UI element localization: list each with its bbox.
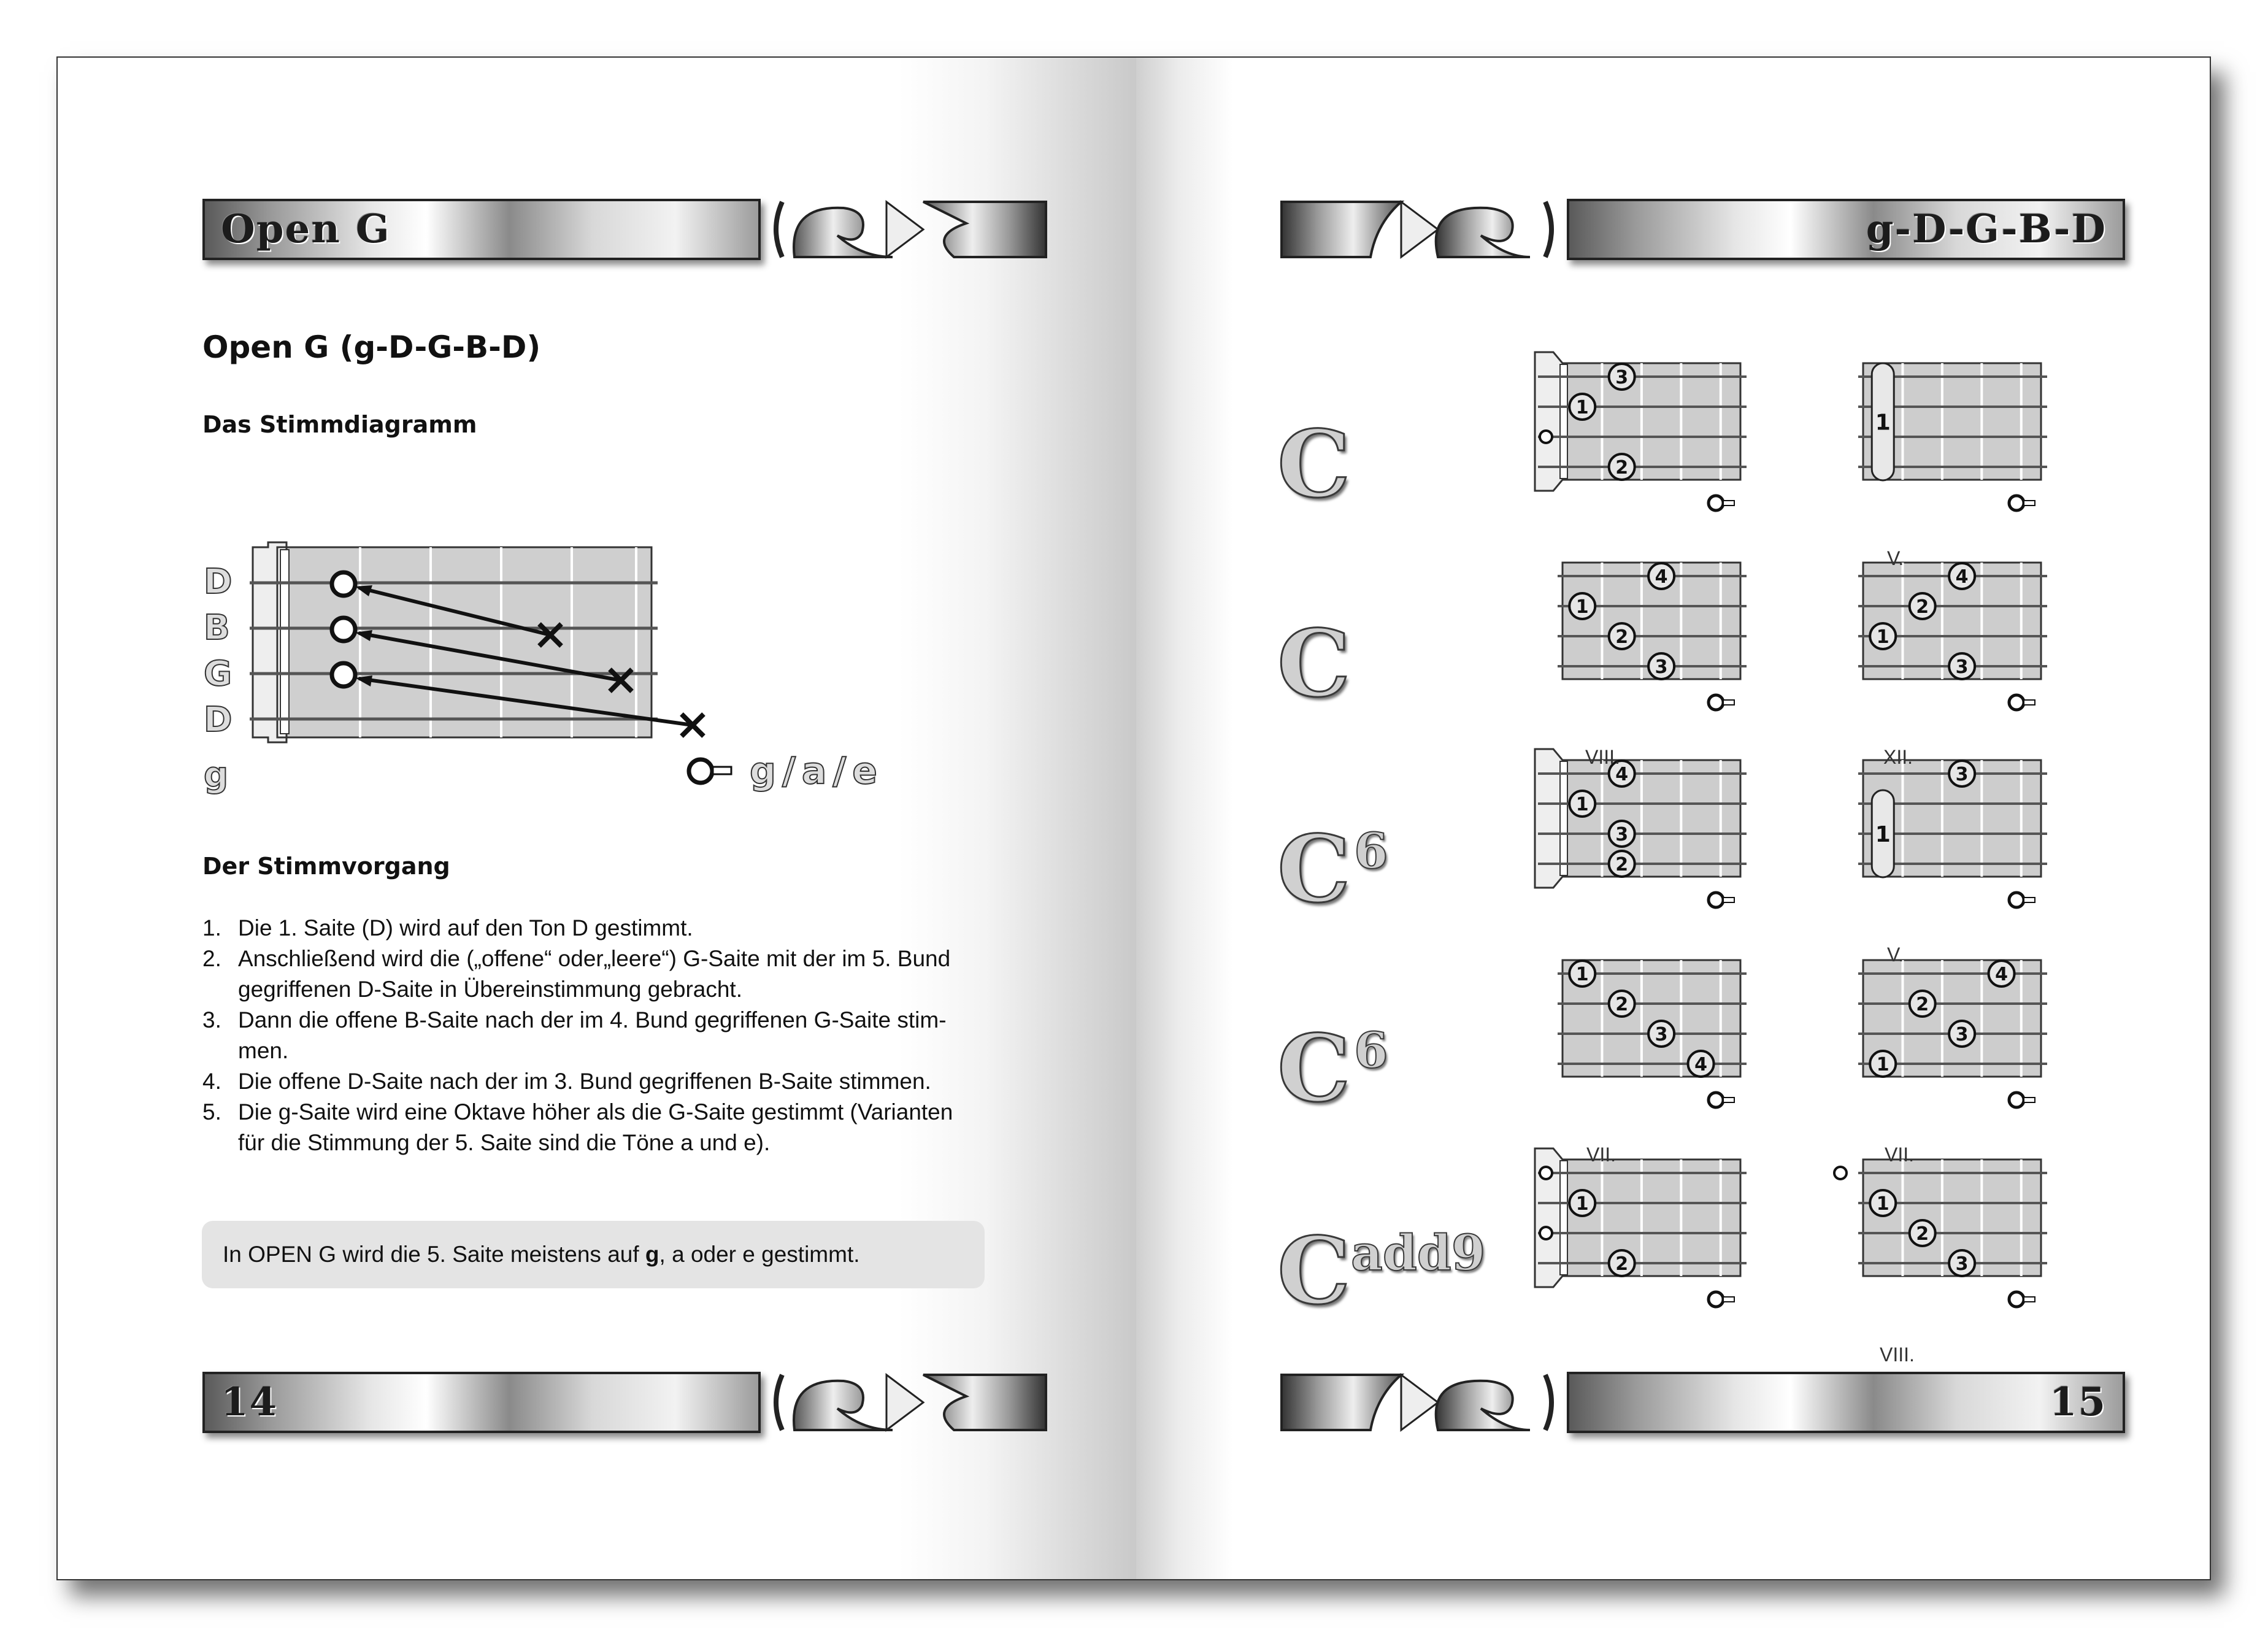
finger-number: 2 [1615,457,1629,479]
fifth-string-open-stem [2024,1297,2035,1302]
left-page [56,56,1136,1580]
open-string-marker [1540,431,1552,443]
right-page [1136,56,2211,1580]
list-item: 3. Dann die offene B-Saite nach der im 4. Bund gegriffenen G-Saite stim- men. [202,1007,947,1063]
right-footer-banner [1278,1372,2125,1433]
headstock [1535,352,1563,491]
ornament-icon [1278,199,1558,260]
string-label-5: g [204,755,229,795]
tuning-diagram [194,486,955,829]
open-string-marker [1540,1227,1552,1239]
left-header-banner [202,199,1049,260]
procedure-heading: Der Stimmvorgang [202,853,450,880]
fifth-string-open-marker [1709,893,1723,907]
chord-diagram-9 [1529,1141,1750,1319]
fifth-string-open-stem [1723,1098,1734,1102]
tuning-steps-list [202,913,1055,1158]
fretboard [1563,1159,1740,1276]
finger-number: 4 [1615,764,1629,785]
finger-number: 3 [1955,764,1969,785]
fifth-string-open-marker [2009,695,2024,710]
fifth-string-open-marker [2009,1292,2024,1307]
chord-diagram-10 [1829,1141,2050,1319]
string-label-4: D [204,700,233,740]
left-header-text: Open G [221,206,391,252]
string-label-3: G [204,654,232,694]
fret-position-label: VII. [1885,1144,1915,1166]
page-title: Open G (g-D-G-B-D) [202,329,541,365]
chord-diagram-2 [1829,345,2050,523]
page-number-left: 14 [221,1379,279,1425]
fifth-string-open-marker [2009,893,2024,907]
finger-number: 4 [1955,566,1969,588]
chord-diagram-5 [1529,742,1750,920]
finger-number: 1 [1876,1193,1889,1215]
finger-number: 1 [1575,794,1589,815]
finger-number: 2 [1615,626,1629,648]
chord-diagram-6 [1829,742,2050,920]
fifth-string-open-marker [1709,496,1723,510]
finger-number: 2 [1615,854,1629,875]
list-item: 5. Die g-Saite wird eine Oktave höher als die G-Saite gestimmt (Varianten für die Stimmung der 5. Saite sind die Töne a und e). [202,1099,953,1155]
fifth-string-open-marker [1709,1292,1723,1307]
fret-position-label: V. [1887,944,1904,966]
ornament-icon [770,199,1049,260]
list-item: 2. Anschließend wird die („offene“ oder„leere“) G-Saite mit der im 5. Bund gegriffenen D-Saite in Übereinstimmung gebracht. [202,946,951,1002]
chord-diagram-1 [1529,345,1750,523]
fret-position-label: V. [1887,547,1904,569]
nut [1560,1161,1567,1275]
fret-position-label: VII. [1586,1144,1616,1166]
chord-sup-4: 6 [1354,1021,1388,1079]
finger-number: 3 [1615,367,1629,388]
finger-number: 2 [1916,1223,1929,1245]
fifth-string-open-marker [2009,1093,2024,1107]
list-item: 1. Die 1. Saite (D) wird auf den Ton D gestimmt. [202,915,693,940]
fifth-string-open-stem [1723,898,1734,902]
finger-number: 1 [1575,596,1589,618]
chord-sup-3: 6 [1354,822,1388,880]
finger-number: 3 [1955,656,1969,678]
chord-diagram-4 [1829,544,2050,722]
chord-name-5: C [1277,1217,1351,1325]
fifth-string-open-stem [2024,898,2035,902]
right-header-text: g-D-G-B-D [1866,206,2107,252]
chord-diagram-3 [1529,544,1750,722]
finger-number: 3 [1655,1024,1668,1045]
fifth-string-open-marker [1709,695,1723,710]
finger-number: 1 [1575,964,1589,985]
finger-number: 4 [1995,964,2008,985]
finger-number: 4 [1655,566,1668,588]
finger-number: 1 [1876,1054,1889,1075]
fret-position-label: VIII. [1585,746,1620,768]
fifth-string-open-stem [1723,501,1734,506]
finger-number: 2 [1916,596,1929,618]
fifth-string-open-stem [1723,1297,1734,1302]
headstock [1535,749,1563,888]
string-label-2: B [204,608,230,648]
fret-position-label: XII. [1883,746,1913,768]
open-string-marker [1540,1167,1552,1179]
chord-diagram-8 [1829,942,2050,1120]
list-item: 4. Die offene D-Saite nach der im 3. Bund gegriffenen B-Saite stimmen. [202,1069,931,1094]
fifth-string-open-stem [2024,700,2035,705]
finger-number: 1 [1875,822,1891,847]
right-header-banner [1278,199,2125,260]
info-note-box: In OPEN G wird die 5. Saite meistens auf g, a oder e gestimmt. [202,1221,985,1288]
chord-name-4: C [1277,1015,1351,1123]
page-number-right: 15 [2049,1379,2107,1425]
nut [1560,761,1567,875]
left-footer-banner [202,1372,1049,1433]
string-label-1: D [204,562,233,602]
ornament-icon [1278,1372,1558,1433]
fretboard [1563,363,1740,480]
finger-number: 3 [1615,824,1629,845]
fifth-string-options: g/a/e [750,750,883,793]
fifth-string-open-marker [2009,496,2024,510]
chord-name-2: C [1277,610,1351,718]
chord-sup-5: add9 [1351,1224,1486,1282]
finger-number: 1 [1575,1193,1589,1215]
fifth-string-open-marker [1709,1093,1723,1107]
ornament-icon [770,1372,1049,1433]
chord-name-1: C [1277,410,1351,518]
finger-number: 3 [1955,1024,1969,1045]
diagram-heading: Das Stimmdiagramm [202,411,477,438]
fifth-string-open-stem [2024,1098,2035,1102]
finger-number: 1 [1875,410,1891,436]
finger-number: 1 [1575,397,1589,418]
fifth-string-open-stem [1723,700,1734,705]
nut [1560,364,1567,479]
finger-number: 3 [1955,1253,1969,1275]
finger-number: 3 [1655,656,1668,678]
fifth-string-open-stem [2024,501,2035,506]
open-string-marker [1834,1167,1847,1179]
finger-number: 2 [1916,994,1929,1015]
finger-number: 2 [1615,1253,1629,1275]
chord-diagram-7 [1529,942,1750,1120]
finger-number: 2 [1615,994,1629,1015]
fretboard [1563,760,1740,877]
nut [280,550,289,734]
finger-number: 4 [1694,1054,1707,1075]
chord-name-3: C [1277,815,1351,923]
finger-number: 1 [1876,626,1889,648]
fret-position-label: VIII. [1880,1344,1915,1366]
